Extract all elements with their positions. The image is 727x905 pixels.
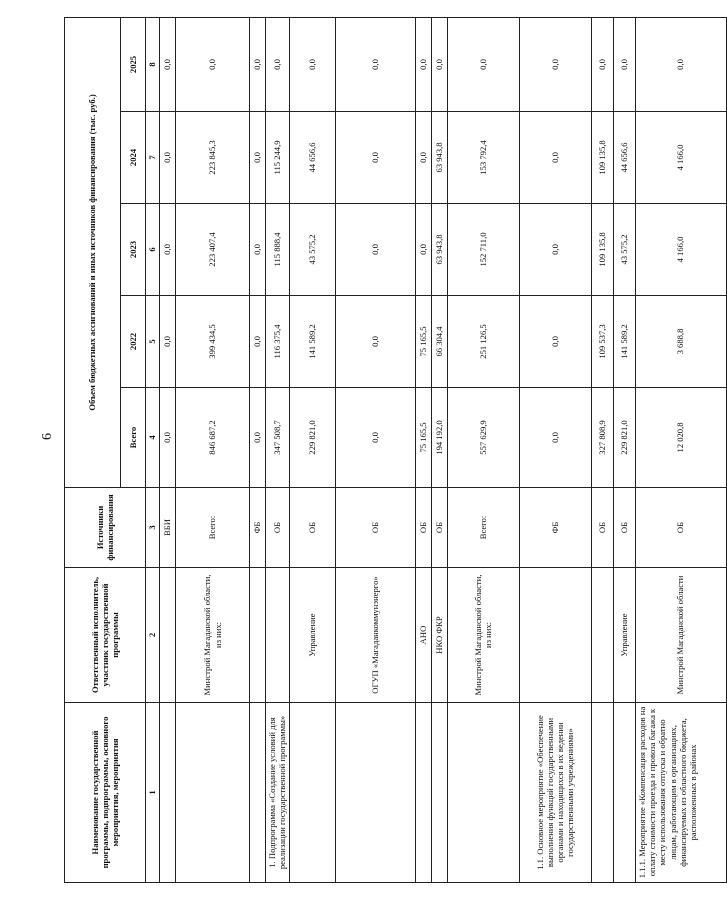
cell-source: ОБ [289, 488, 335, 568]
cell-value: 0,0 [289, 17, 335, 111]
col-number: 5 [146, 296, 160, 388]
cell-value: 0,0 [160, 17, 176, 111]
cell-source: Всего: [176, 488, 250, 568]
cell-value: 109 537,3 [591, 296, 613, 388]
rotated-table-container [64, 18, 727, 883]
cell-name [289, 703, 335, 883]
cell-value: 3 688,8 [635, 296, 726, 388]
table-row [250, 17, 266, 882]
cell-value: 4 166,0 [635, 204, 726, 296]
cell-value: 152 711,0 [447, 204, 519, 296]
cell-value: 75 165,5 [415, 388, 431, 488]
cell-name [431, 703, 447, 883]
cell-value: 153 792,4 [447, 112, 519, 204]
cell-name: 1.1.1. Мероприятие «Компенсация расходов на оплату стоимости проезда и провоза багажа к месту использования отпуска и обратно лицам, работающим в организациях, финансируемых из областного бюджета, расположенных в районах [635, 703, 726, 883]
header-source: Источники финансирования [65, 488, 146, 568]
cell-value: 0,0 [266, 17, 290, 111]
cell-source: ОБ [431, 488, 447, 568]
cell-source: ОБ [335, 488, 415, 568]
header-year-total: Всего [121, 388, 146, 488]
cell-executor: Управление [613, 568, 635, 703]
cell-value: 0,0 [415, 17, 431, 111]
cell-value: 0,0 [519, 204, 591, 296]
cell-name [447, 703, 519, 883]
cell-value: 0,0 [335, 296, 415, 388]
cell-value: 0,0 [335, 112, 415, 204]
cell-source: Всего: [447, 488, 519, 568]
header-year-2025: 2025 [121, 17, 146, 111]
cell-executor: НКО ФКР [431, 568, 447, 703]
table-row [415, 17, 431, 882]
col-number: 1 [146, 703, 160, 883]
cell-value: 0,0 [335, 204, 415, 296]
cell-value: 63 943,8 [431, 204, 447, 296]
cell-value: 115 888,4 [266, 204, 290, 296]
cell-source: ОБ [266, 488, 290, 568]
cell-value: 327 808,9 [591, 388, 613, 488]
cell-executor: Минстрой Магаданской области [635, 568, 726, 703]
cell-value: 0,0 [160, 296, 176, 388]
cell-value: 75 165,5 [415, 296, 431, 388]
cell-value: 109 135,8 [591, 112, 613, 204]
table-row [591, 17, 613, 882]
cell-name [160, 703, 176, 883]
cell-name [250, 703, 266, 883]
cell-value: 0,0 [415, 112, 431, 204]
table-row [431, 17, 447, 882]
cell-value: 0,0 [176, 17, 250, 111]
cell-value: 0,0 [431, 17, 447, 111]
cell-executor [160, 568, 176, 703]
cell-source: ОБ [635, 488, 726, 568]
cell-value: 0,0 [519, 17, 591, 111]
cell-executor: Минстрой Магаданской области, из них: [447, 568, 519, 703]
header-volume: Объем бюджетных ассигнований и иных источников финансирования (тыс. руб.) [65, 17, 121, 487]
cell-value: 44 656,6 [289, 112, 335, 204]
cell-value: 0,0 [335, 17, 415, 111]
cell-value: 43 575,2 [289, 204, 335, 296]
cell-value: 63 943,8 [431, 112, 447, 204]
cell-value: 399 434,5 [176, 296, 250, 388]
cell-value: 0,0 [591, 17, 613, 111]
cell-value: 0,0 [250, 388, 266, 488]
table-row [447, 17, 519, 882]
cell-value: 0,0 [250, 204, 266, 296]
table-row [160, 17, 176, 882]
cell-name [613, 703, 635, 883]
cell-value: 141 589,2 [289, 296, 335, 388]
cell-executor [591, 568, 613, 703]
cell-executor: Управление [289, 568, 335, 703]
cell-value: 4 166,0 [635, 112, 726, 204]
cell-source: ОБ [591, 488, 613, 568]
cell-value: 12 020,8 [635, 388, 726, 488]
cell-value: 66 304,4 [431, 296, 447, 388]
cell-name: 1. Подпрограмма «Создание условий для реализации государственной программы» [266, 703, 290, 883]
col-number: 8 [146, 17, 160, 111]
cell-value: 347 508,7 [266, 388, 290, 488]
table-row [635, 17, 726, 882]
header-year-2023: 2023 [121, 204, 146, 296]
table-row [335, 17, 415, 882]
cell-value: 0,0 [613, 17, 635, 111]
table-row [266, 17, 290, 882]
cell-source: ВБИ [160, 488, 176, 568]
cell-value: 109 135,8 [591, 204, 613, 296]
col-number: 2 [146, 568, 160, 703]
cell-source: ОБ [415, 488, 431, 568]
cell-value: 116 375,4 [266, 296, 290, 388]
cell-value: 557 629,9 [447, 388, 519, 488]
cell-value: 0,0 [519, 112, 591, 204]
header-executor: Ответственный исполнитель, участник государственной программы [65, 568, 146, 703]
cell-value: 846 687,2 [176, 388, 250, 488]
table-row [519, 17, 591, 882]
header-year-2022: 2022 [121, 296, 146, 388]
cell-value: 223 407,4 [176, 204, 250, 296]
cell-value: 0,0 [250, 296, 266, 388]
cell-value: 229 821,0 [289, 388, 335, 488]
cell-value: 43 575,2 [613, 204, 635, 296]
col-number: 3 [146, 488, 160, 568]
cell-value: 0,0 [160, 112, 176, 204]
cell-value: 0,0 [335, 388, 415, 488]
cell-value: 115 244,9 [266, 112, 290, 204]
col-number: 6 [146, 204, 160, 296]
cell-executor: АНО [415, 568, 431, 703]
cell-value: 0,0 [635, 17, 726, 111]
cell-value: 0,0 [160, 204, 176, 296]
cell-value: 0,0 [519, 388, 591, 488]
cell-name [335, 703, 415, 883]
table-row [289, 17, 335, 882]
cell-source: ОБ [613, 488, 635, 568]
page-number: 6 [40, 433, 55, 440]
cell-source: ФБ [519, 488, 591, 568]
col-number: 7 [146, 112, 160, 204]
cell-value: 0,0 [415, 204, 431, 296]
cell-value: 0,0 [250, 17, 266, 111]
table-row [176, 17, 250, 882]
cell-name: 1.1. Основное мероприятие «Обеспечение выполнения функций государственными органами и находящихся в их ведении государственными учреждениями» [519, 703, 591, 883]
cell-value: 0,0 [519, 296, 591, 388]
cell-value: 0,0 [447, 17, 519, 111]
financing-table [64, 17, 727, 883]
cell-value: 229 821,0 [613, 388, 635, 488]
header-year-2024: 2024 [121, 112, 146, 204]
cell-executor [250, 568, 266, 703]
header-name: Наименование государственной программы, подпрограммы, основного мероприятия, мероприятия [65, 703, 146, 883]
cell-value: 44 656,6 [613, 112, 635, 204]
cell-executor: ОГУП «Магаданкоммунэнерго» [335, 568, 415, 703]
cell-name [415, 703, 431, 883]
cell-value: 223 845,3 [176, 112, 250, 204]
cell-executor [519, 568, 591, 703]
cell-executor: Минстрой Магаданской области, из них: [176, 568, 250, 703]
cell-value: 0,0 [160, 388, 176, 488]
cell-executor [266, 568, 290, 703]
cell-value: 194 192,0 [431, 388, 447, 488]
cell-value: 141 589,2 [613, 296, 635, 388]
cell-value: 0,0 [250, 112, 266, 204]
cell-name [176, 703, 250, 883]
col-number: 4 [146, 388, 160, 488]
table-row [613, 17, 635, 882]
cell-name [591, 703, 613, 883]
cell-source: ФБ [250, 488, 266, 568]
cell-value: 251 126,5 [447, 296, 519, 388]
